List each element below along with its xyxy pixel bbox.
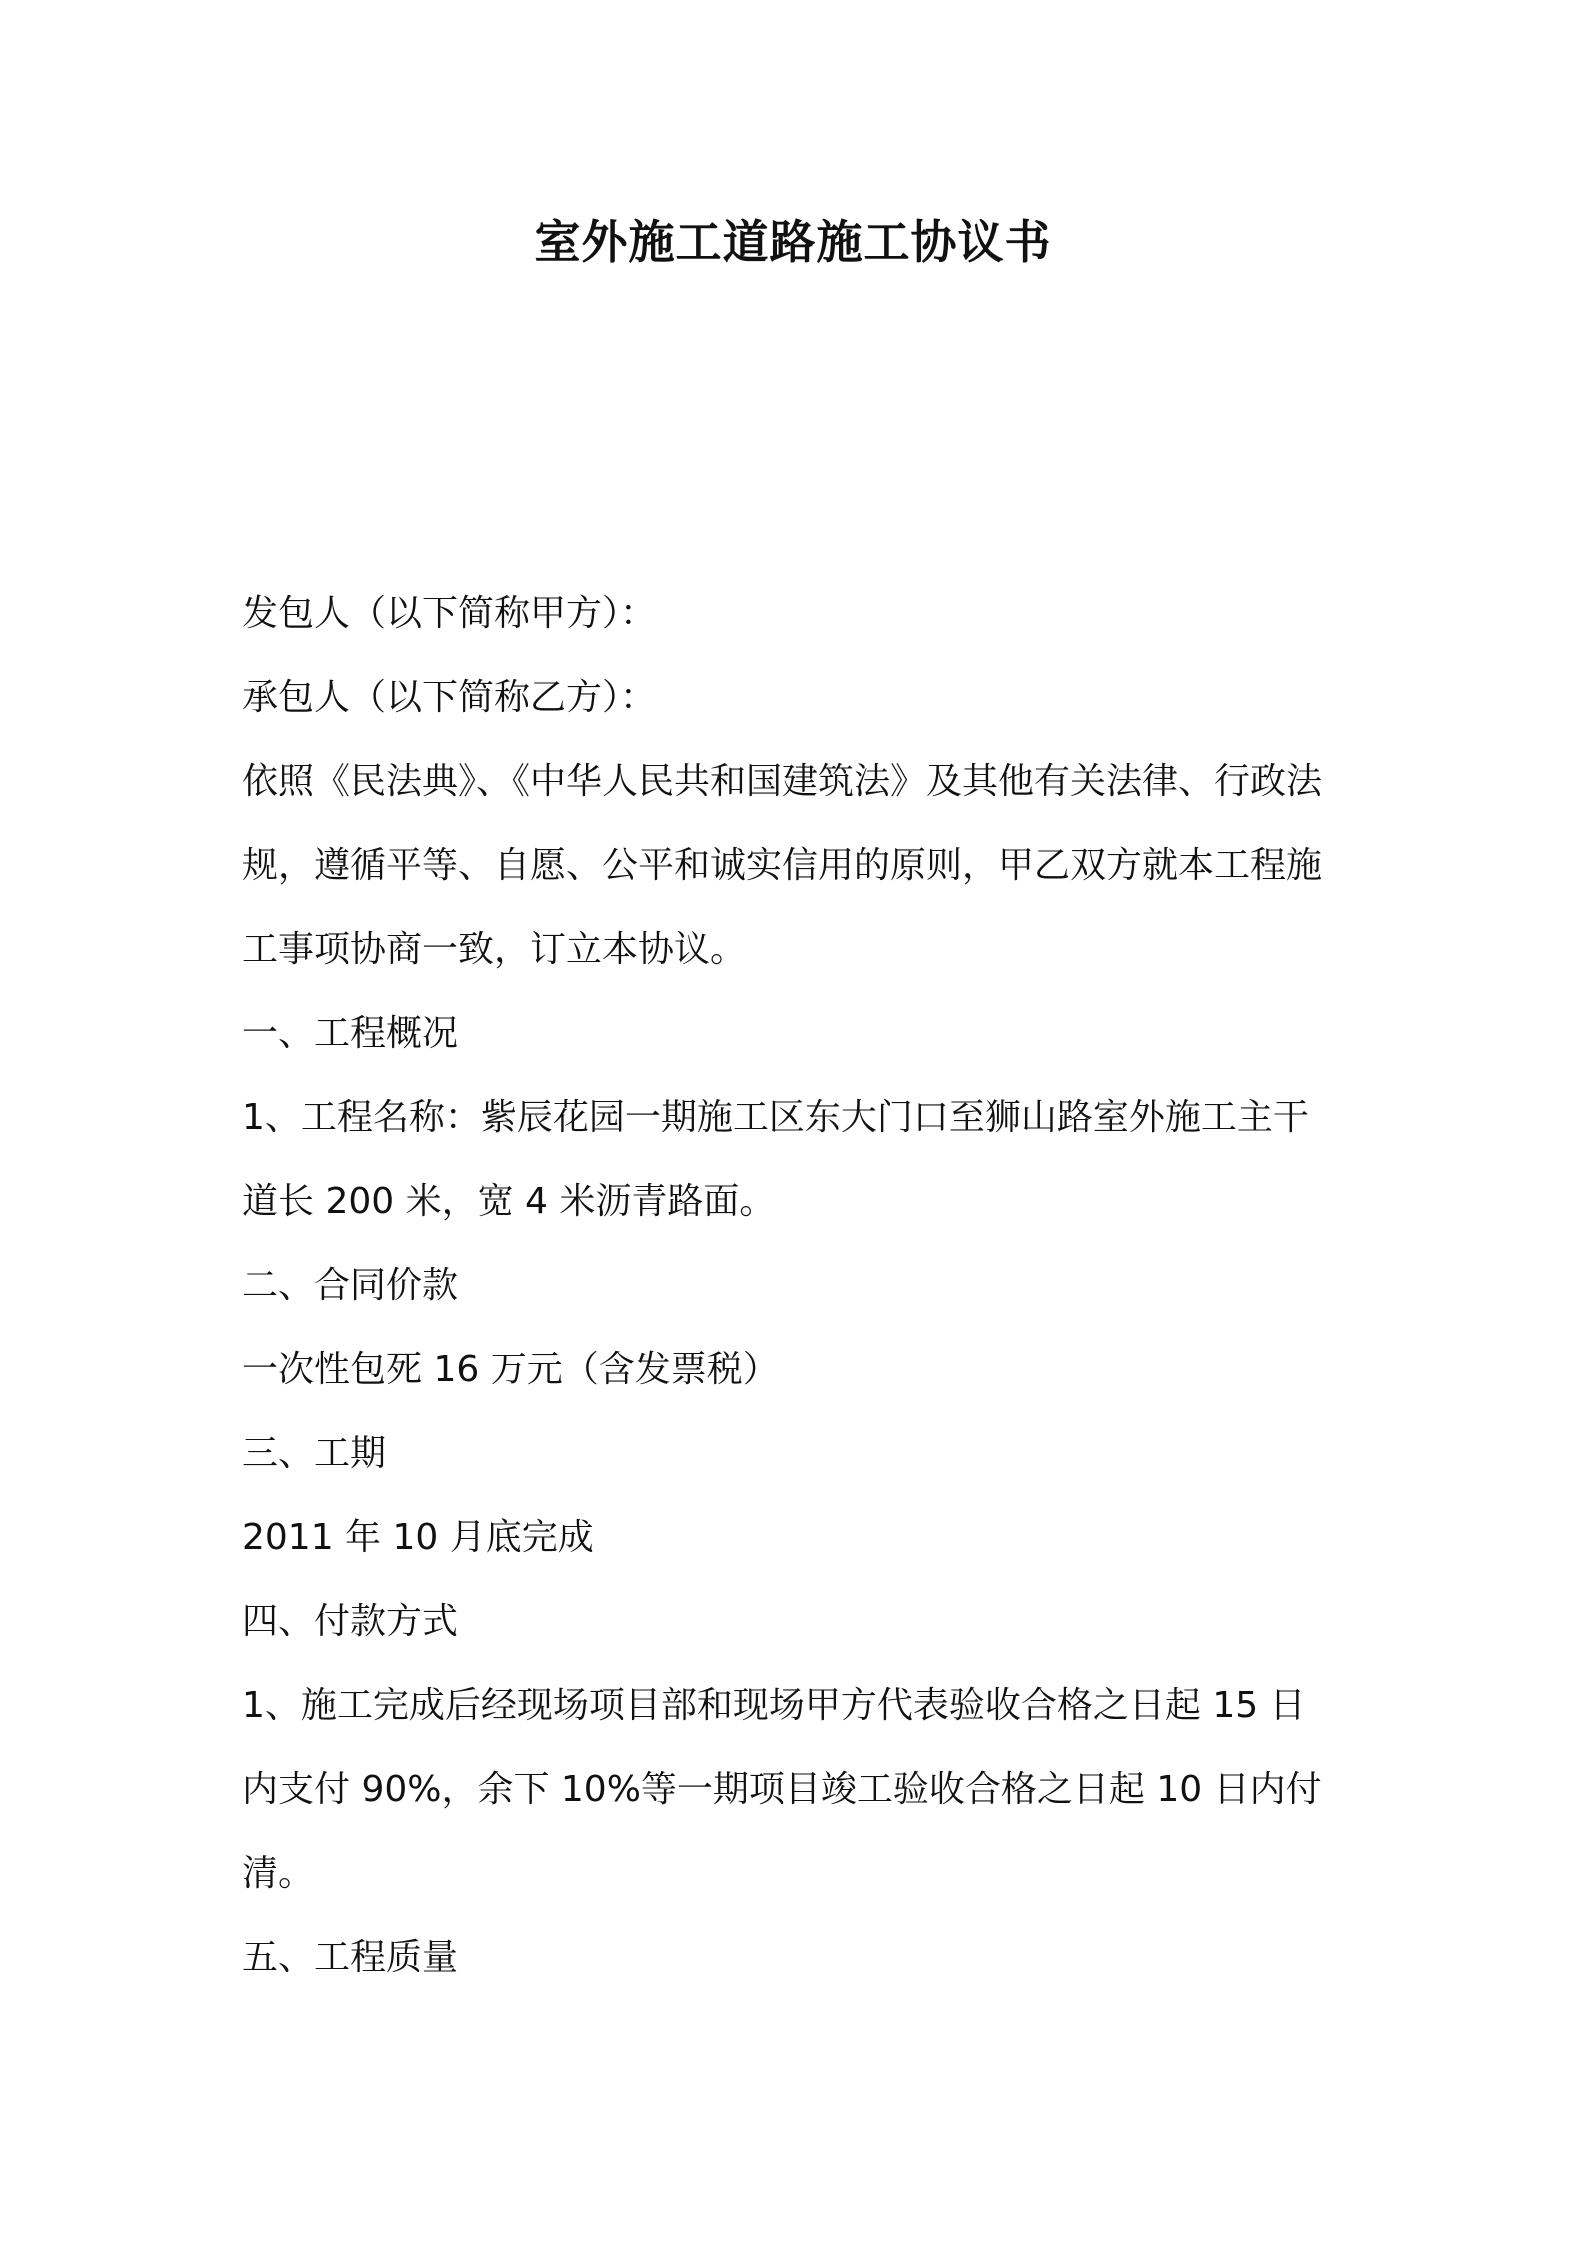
- clause-line: 1、施工完成后经现场项目部和现场甲方代表验收合格之日起 15 日: [242, 1685, 1306, 1726]
- clause-line: 道长 200 米，宽 4 米沥青路面。: [242, 1181, 776, 1222]
- preamble-line: 工事项协商一致，订立本协议。: [242, 929, 747, 970]
- preamble-line: 依照《民法典》、《中华人民共和国建筑法》及其他有关法律、行政法: [242, 761, 1323, 802]
- section-heading: 一、工程概况: [242, 1013, 459, 1054]
- document-title: 室外施工道路施工协议书: [534, 215, 1052, 269]
- section-heading: 四、付款方式: [242, 1601, 459, 1642]
- clause-line: 2011 年 10 月底完成: [242, 1517, 594, 1558]
- clause-line: 内支付 90%，余下 10%等一期项目竣工验收合格之日起 10 日内付: [242, 1769, 1322, 1810]
- section-heading: 五、工程质量: [242, 1937, 459, 1978]
- clause-line: 清。: [242, 1853, 315, 1894]
- document-body: [242, 572, 1352, 2000]
- clause-line: 1、工程名称：紫辰花园一期施工区东大门口至狮山路室外施工主干: [242, 1097, 1309, 1138]
- clause-line: 一次性包死 16 万元（含发票税）: [242, 1349, 779, 1390]
- section-heading: 三、工期: [242, 1433, 387, 1474]
- party-b-line: 承包人（以下简称乙方）：: [242, 677, 657, 718]
- party-a-line: 发包人（以下简称甲方）：: [242, 593, 657, 634]
- section-heading: 二、合同价款: [242, 1265, 459, 1306]
- preamble-line: 规，遵循平等、自愿、公平和诚实信用的原则，甲乙双方就本工程施: [242, 845, 1323, 886]
